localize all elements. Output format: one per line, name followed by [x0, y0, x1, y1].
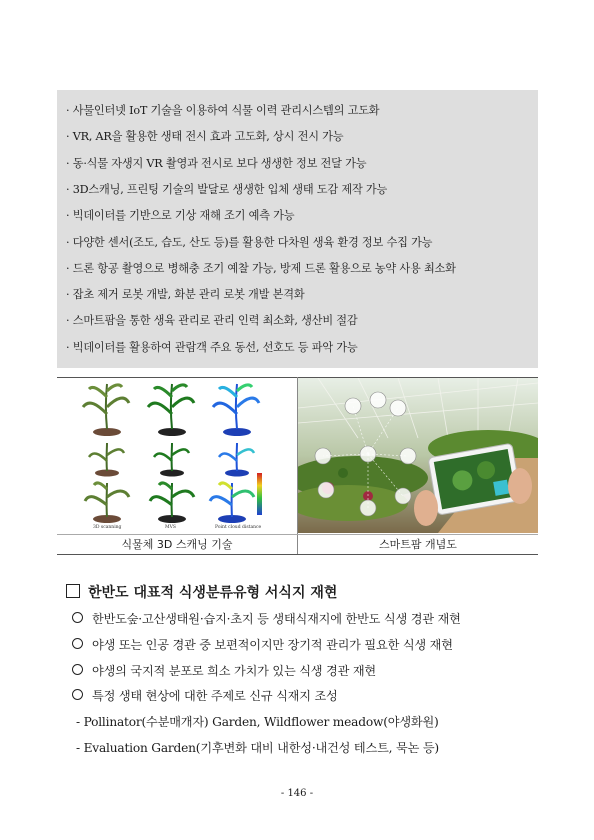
circle-bullet-icon	[72, 689, 83, 700]
bullet-item: · 빅데이터를 활용하여 관람객 주요 동선, 선호도 등 파악 가능	[66, 341, 358, 354]
bullet-item: · 잡초 제거 로봇 개발, 화분 관리 로봇 개발 본격화	[66, 288, 305, 301]
circle-bullet-icon	[72, 638, 83, 649]
circle-bullet-icon	[72, 664, 83, 675]
list-item	[72, 662, 376, 679]
right-figure-caption: 스마트팜 개념도	[379, 538, 457, 551]
left-figure-caption: 식물체 3D 스캐닝 기술	[121, 538, 233, 551]
sub-item: - Evaluation Garden(기후변화 대비 내한성·내건성 테스트, 묵논 등)	[76, 741, 439, 755]
figure-row	[57, 377, 538, 555]
mvs-label: MVS	[165, 525, 176, 530]
scan-label: 3D scanning	[93, 525, 122, 530]
distance-label: Point cloud distance	[215, 525, 262, 530]
bullet-item: · VR, AR을 활용한 생태 전시 효과 고도화, 상시 전시 가능	[66, 130, 344, 143]
bullet-item: · 드론 항공 촬영으로 병해충 조기 예찰 가능, 방제 드론 활용으로 농약 사용 최소화	[66, 262, 456, 275]
plant-3d-scanning-image	[77, 381, 277, 531]
color-scale-bar	[257, 473, 262, 515]
circle-bullet-icon	[72, 612, 83, 623]
bullet-item: · 다양한 센서(조도, 습도, 산도 등)를 활용한 다차원 생육 환경 정보 수집 가능	[66, 236, 433, 249]
checkbox-icon	[66, 584, 80, 598]
section-heading	[66, 582, 337, 602]
bullet-item: · 사물인터넷 IoT 기술을 이용하여 식물 이력 관리시스템의 고도화	[66, 104, 380, 117]
list-item	[72, 687, 338, 704]
list-item-text: 한반도숲·고산생태원·습지·초지 등 생태식재지에 한반도 식생 경관 재현	[92, 612, 461, 626]
page-number: - 146 -	[280, 788, 314, 799]
list-item	[72, 636, 453, 653]
list-item	[72, 610, 461, 627]
section-heading-text: 한반도 대표적 식생분류유형 서식지 재현	[88, 585, 338, 601]
bullet-item: · 빅데이터를 기반으로 기상 재해 조기 예측 가능	[66, 209, 295, 222]
bullet-item: · 동·식물 자생지 VR 촬영과 전시로 보다 생생한 정보 전달 가능	[66, 157, 367, 170]
list-item-text: 야생 또는 인공 경관 중 보편적이지만 장기적 관리가 필요한 식생 재현	[92, 638, 453, 652]
caption-rule	[57, 534, 538, 535]
smart-farm-concept-image	[298, 378, 538, 533]
bullet-item: · 스마트팜을 통한 생육 관리로 관리 인력 최소화, 생산비 절감	[66, 314, 358, 327]
bullet-item: · 3D스캐닝, 프린팅 기술의 발달로 생생한 입체 생태 도감 제작 가능	[66, 183, 388, 196]
sub-item: - Pollinator(수분매개자) Garden, Wildflower meadow(야생화원)	[76, 715, 439, 729]
list-item-text: 특정 생태 현상에 대한 주제로 신규 식재지 조성	[92, 689, 338, 703]
figure-bottom-rule	[57, 554, 538, 555]
list-item-text: 야생의 국지적 분포로 희소 가치가 있는 식생 경관 재현	[92, 664, 377, 678]
